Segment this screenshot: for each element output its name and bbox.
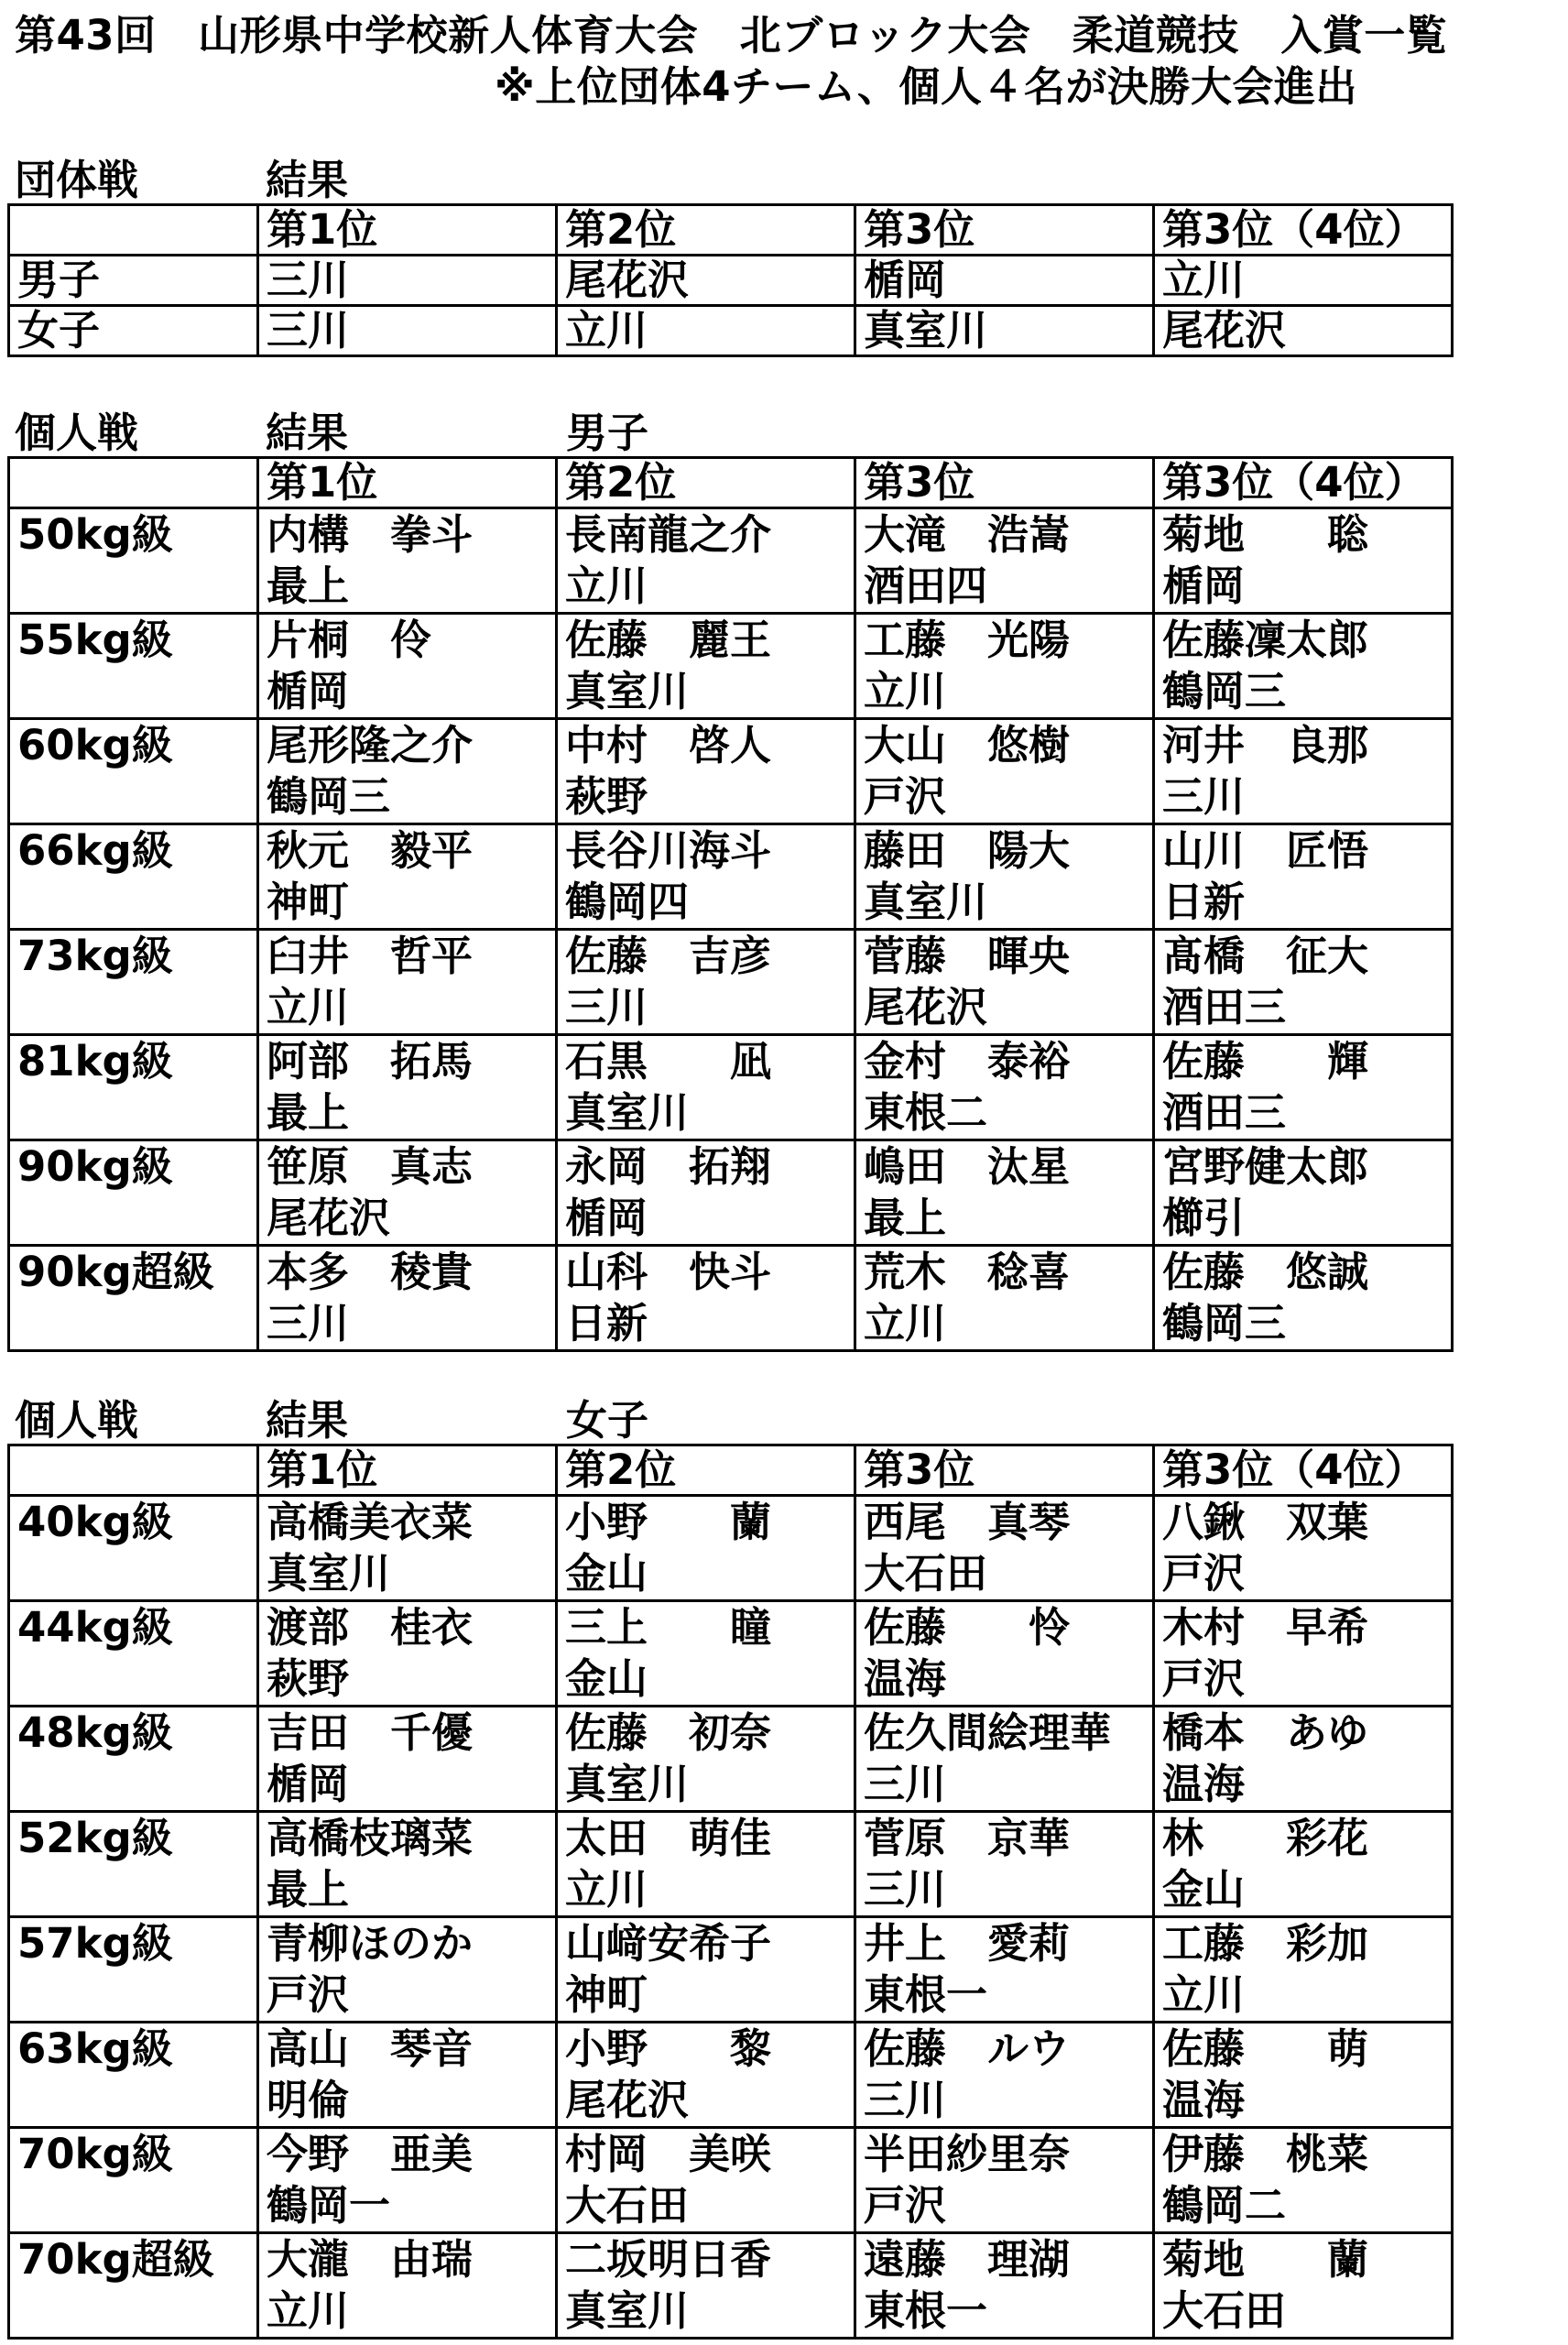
- boys-gender-label: 男子: [566, 409, 649, 457]
- athlete-name: 佐藤 輝: [1162, 1037, 1369, 1085]
- school-name: 萩野: [267, 1654, 350, 1703]
- athlete-name: 片桐 伶: [267, 616, 432, 664]
- table-row: [9, 2023, 1453, 2128]
- school-name: 楯岡: [267, 1760, 350, 1808]
- placement-cell: [258, 2233, 557, 2339]
- school-name: 大石田: [1162, 2286, 1287, 2335]
- placement-cell: [1154, 719, 1453, 824]
- school-name: 温海: [1162, 1760, 1246, 1808]
- team-section-label: 団体戦: [15, 156, 139, 204]
- weight-class-cell: 70kg級: [9, 2128, 258, 2233]
- placement-cell: [258, 1140, 557, 1246]
- weight-class-cell: 73kg級: [9, 930, 258, 1035]
- placement-cell: [258, 1246, 557, 1351]
- school-name: 温海: [864, 1654, 947, 1703]
- team-cell: 立川: [1154, 256, 1453, 306]
- athlete-name: 佐藤 麗王: [565, 616, 772, 664]
- school-name: 櫛引: [1162, 1194, 1246, 1242]
- placement-cell: [855, 1812, 1154, 1917]
- boys-results-table: [7, 456, 1454, 1352]
- school-name: 鶴岡四: [565, 878, 690, 926]
- school-name: 酒田四: [864, 562, 988, 610]
- athlete-name: 長谷川海斗: [565, 826, 772, 875]
- placement-cell: [1154, 1917, 1453, 2023]
- placement-cell: [557, 1246, 855, 1351]
- school-name: 戸沢: [864, 772, 947, 821]
- weight-class-cell: 52kg級: [9, 1812, 258, 1917]
- school-name: 最上: [864, 1194, 947, 1242]
- athlete-name: 吉田 千優: [267, 1708, 474, 1757]
- athlete-name: 髙橋 征大: [1162, 932, 1369, 980]
- placement-cell: [557, 719, 855, 824]
- placement-cell: [855, 824, 1154, 930]
- placement-cell: [855, 1140, 1154, 1246]
- athlete-name: 嶋田 汰星: [864, 1142, 1071, 1191]
- placement-cell: [557, 1707, 855, 1812]
- school-name: 大石田: [864, 1549, 988, 1598]
- school-name: 金山: [1162, 1865, 1246, 1914]
- athlete-name: 阿部 拓馬: [267, 1037, 474, 1085]
- table-row: [9, 1035, 1453, 1140]
- athlete-name: 八鍬 双葉: [1162, 1498, 1369, 1546]
- team-cell: 三川: [258, 256, 557, 306]
- athlete-name: 山科 快斗: [565, 1248, 772, 1296]
- header-rank-3: 第3位: [855, 1445, 1154, 1496]
- athlete-name: 佐藤 初奈: [565, 1708, 772, 1757]
- placement-cell: [258, 719, 557, 824]
- athlete-name: 大山 悠樹: [864, 721, 1071, 769]
- athlete-name: 本多 稜貴: [267, 1248, 474, 1296]
- school-name: 鶴岡二: [1162, 2181, 1287, 2230]
- girls-result-label: 結果: [266, 1396, 349, 1445]
- team-cell: 尾花沢: [1154, 306, 1453, 356]
- placement-cell: [1154, 2233, 1453, 2339]
- athlete-name: 河井 良那: [1162, 721, 1369, 769]
- school-name: 東根一: [864, 1970, 988, 2019]
- placement-cell: [258, 1812, 557, 1917]
- table-row: [9, 824, 1453, 930]
- school-name: 三川: [864, 1865, 947, 1914]
- placement-cell: [1154, 1601, 1453, 1707]
- placement-cell: [557, 824, 855, 930]
- athlete-name: 宮野健太郎: [1162, 1142, 1369, 1191]
- school-name: 神町: [565, 1970, 648, 2019]
- school-name: 立川: [267, 983, 350, 1031]
- school-name: 鶴岡三: [1162, 667, 1287, 715]
- athlete-name: 中村 啓人: [565, 721, 772, 769]
- boys-section-label: 個人戦: [15, 409, 139, 457]
- athlete-name: 小野 黎: [565, 2024, 772, 2073]
- athlete-name: 佐久間絵理華: [864, 1708, 1112, 1757]
- placement-cell: [1154, 2128, 1453, 2233]
- team-cell: 三川: [258, 306, 557, 356]
- school-name: 鶴岡一: [267, 2181, 391, 2230]
- table-row: [9, 1246, 1453, 1351]
- placement-cell: [855, 2233, 1154, 2339]
- school-name: 尾花沢: [565, 2076, 690, 2124]
- placement-cell: [1154, 824, 1453, 930]
- athlete-name: 井上 愛莉: [864, 1919, 1071, 1968]
- athlete-name: 大瀧 由瑞: [267, 2235, 474, 2284]
- athlete-name: 山川 匠悟: [1162, 826, 1369, 875]
- school-name: 酒田三: [1162, 1088, 1287, 1137]
- school-name: 明倫: [267, 2076, 350, 2124]
- placement-cell: [1154, 1246, 1453, 1351]
- athlete-name: 工藤 光陽: [864, 616, 1071, 664]
- weight-class-cell: 66kg級: [9, 824, 258, 930]
- athlete-name: 荒木 稔喜: [864, 1248, 1071, 1296]
- athlete-name: 佐藤 怜: [864, 1603, 1071, 1652]
- girls-header-row: [9, 1445, 1453, 1496]
- table-row: [9, 256, 1453, 306]
- athlete-name: 大滝 浩嵩: [864, 510, 1071, 559]
- athlete-name: 金村 泰裕: [864, 1037, 1071, 1085]
- placement-cell: [855, 1496, 1154, 1601]
- school-name: 神町: [267, 878, 350, 926]
- athlete-name: 伊藤 桃菜: [1162, 2130, 1369, 2178]
- table-row: [9, 930, 1453, 1035]
- placement-cell: [1154, 930, 1453, 1035]
- school-name: 戸沢: [864, 2181, 947, 2230]
- athlete-name: 高橋枝璃菜: [267, 1814, 474, 1862]
- school-name: 戸沢: [267, 1970, 350, 2019]
- boys-header-row: [9, 458, 1453, 508]
- school-name: 酒田三: [1162, 983, 1287, 1031]
- athlete-name: 山﨑安希子: [565, 1919, 772, 1968]
- weight-class-cell: 90kg級: [9, 1140, 258, 1246]
- athlete-name: 工藤 彩加: [1162, 1919, 1369, 1968]
- placement-cell: [855, 1917, 1154, 2023]
- placement-cell: [557, 2233, 855, 2339]
- weight-class-cell: 63kg級: [9, 2023, 258, 2128]
- athlete-name: 村岡 美咲: [565, 2130, 772, 2178]
- athlete-name: 渡部 桂衣: [267, 1603, 474, 1652]
- weight-class-cell: 57kg級: [9, 1917, 258, 2023]
- school-name: 金山: [565, 1654, 648, 1703]
- athlete-name: 今野 亜美: [267, 2130, 474, 2178]
- athlete-name: 佐藤 ルウ: [864, 2024, 1071, 2073]
- placement-cell: [557, 930, 855, 1035]
- placement-cell: [855, 1246, 1154, 1351]
- school-name: 三川: [1162, 772, 1246, 821]
- placement-cell: [258, 930, 557, 1035]
- athlete-name: 橋本 あゆ: [1162, 1708, 1369, 1757]
- girls-gender-label: 女子: [566, 1396, 649, 1445]
- athlete-name: 佐藤凜太郎: [1162, 616, 1369, 664]
- placement-cell: [855, 508, 1154, 614]
- placement-cell: [557, 1812, 855, 1917]
- table-row: [9, 1707, 1453, 1812]
- school-name: 立川: [565, 1865, 648, 1914]
- header-rank-4: 第3位（4位）: [1154, 205, 1453, 256]
- school-name: 楯岡: [565, 1194, 648, 1242]
- table-row: [9, 2128, 1453, 2233]
- placement-cell: [1154, 1496, 1453, 1601]
- placement-cell: [855, 930, 1154, 1035]
- school-name: 三川: [864, 2076, 947, 2124]
- category-cell: 女子: [9, 306, 258, 356]
- athlete-name: 笹原 真志: [267, 1142, 474, 1191]
- girls-results-table: [7, 1444, 1454, 2340]
- placement-cell: [1154, 2023, 1453, 2128]
- school-name: 戸沢: [1162, 1654, 1246, 1703]
- athlete-name: 林 彩花: [1162, 1814, 1369, 1862]
- school-name: 最上: [267, 562, 350, 610]
- athlete-name: 太田 萌佳: [565, 1814, 772, 1862]
- placement-cell: [258, 508, 557, 614]
- team-cell: 尾花沢: [557, 256, 855, 306]
- placement-cell: [557, 1601, 855, 1707]
- team-cell: 立川: [557, 306, 855, 356]
- table-row: [9, 2233, 1453, 2339]
- placement-cell: [258, 1917, 557, 2023]
- header-rank-1: 第1位: [258, 1445, 557, 1496]
- school-name: 三川: [565, 983, 648, 1031]
- header-rank-4: 第3位（4位）: [1154, 1445, 1453, 1496]
- placement-cell: [557, 1035, 855, 1140]
- corner-cell: [9, 1445, 258, 1496]
- athlete-name: 菅藤 暉央: [864, 932, 1071, 980]
- athlete-name: 木村 早希: [1162, 1603, 1369, 1652]
- athlete-name: 佐藤 悠誠: [1162, 1248, 1369, 1296]
- school-name: 鶴岡三: [1162, 1299, 1287, 1347]
- placement-cell: [557, 1140, 855, 1246]
- athlete-name: 佐藤 吉彦: [565, 932, 772, 980]
- header-rank-3: 第3位: [855, 458, 1154, 508]
- placement-cell: [557, 1917, 855, 2023]
- school-name: 真室川: [565, 1760, 690, 1808]
- placement-cell: [855, 719, 1154, 824]
- weight-class-cell: 70kg超級: [9, 2233, 258, 2339]
- weight-class-cell: 81kg級: [9, 1035, 258, 1140]
- school-name: 真室川: [565, 667, 690, 715]
- athlete-name: 青柳ほのか: [267, 1919, 474, 1968]
- school-name: 三川: [864, 1760, 947, 1808]
- athlete-name: 藤田 陽大: [864, 826, 1071, 875]
- school-name: 東根二: [864, 1088, 988, 1137]
- placement-cell: [1154, 614, 1453, 719]
- table-row: [9, 1140, 1453, 1246]
- school-name: 戸沢: [1162, 1549, 1246, 1598]
- header-rank-3: 第3位: [855, 205, 1154, 256]
- placement-cell: [1154, 1035, 1453, 1140]
- placement-cell: [258, 824, 557, 930]
- school-name: 鶴岡三: [267, 772, 391, 821]
- placement-cell: [1154, 1140, 1453, 1246]
- table-row: [9, 508, 1453, 614]
- athlete-name: 臼井 哲平: [267, 932, 474, 980]
- team-cell: 楯岡: [855, 256, 1154, 306]
- school-name: 温海: [1162, 2076, 1246, 2124]
- athlete-name: 遠藤 理湖: [864, 2235, 1071, 2284]
- placement-cell: [258, 2128, 557, 2233]
- weight-class-cell: 48kg級: [9, 1707, 258, 1812]
- athlete-name: 永岡 拓翔: [565, 1142, 772, 1191]
- school-name: 日新: [565, 1299, 648, 1347]
- header-rank-2: 第2位: [557, 205, 855, 256]
- table-row: [9, 1812, 1453, 1917]
- header-rank-4: 第3位（4位）: [1154, 458, 1453, 508]
- placement-cell: [258, 614, 557, 719]
- team-results-table: [7, 203, 1454, 357]
- weight-class-cell: 40kg級: [9, 1496, 258, 1601]
- athlete-name: 佐藤 萌: [1162, 2024, 1369, 2073]
- team-result-label: 結果: [266, 156, 349, 204]
- weight-class-cell: 90kg超級: [9, 1246, 258, 1351]
- placement-cell: [855, 1035, 1154, 1140]
- table-row: [9, 1496, 1453, 1601]
- athlete-name: 秋元 毅平: [267, 826, 474, 875]
- page-title: 第43回 山形県中学校新人体育大会 北ブロック大会 柔道競技 入賞一覧: [15, 11, 1448, 60]
- school-name: 東根一: [864, 2286, 988, 2335]
- school-name: 大石田: [565, 2181, 690, 2230]
- weight-class-cell: 55kg級: [9, 614, 258, 719]
- weight-class-cell: 44kg級: [9, 1601, 258, 1707]
- placement-cell: [258, 1707, 557, 1812]
- athlete-name: 三上 瞳: [565, 1603, 772, 1652]
- athlete-name: 菅原 京華: [864, 1814, 1071, 1862]
- placement-cell: [1154, 1812, 1453, 1917]
- boys-result-label: 結果: [266, 409, 349, 457]
- athlete-name: 小野 蘭: [565, 1498, 772, 1546]
- school-name: 立川: [864, 667, 947, 715]
- athlete-name: 菊地 蘭: [1162, 2235, 1369, 2284]
- school-name: 最上: [267, 1865, 350, 1914]
- header-rank-2: 第2位: [557, 1445, 855, 1496]
- header-rank-1: 第1位: [258, 458, 557, 508]
- school-name: 尾花沢: [267, 1194, 391, 1242]
- corner-cell: [9, 205, 258, 256]
- placement-cell: [855, 1707, 1154, 1812]
- placement-cell: [557, 614, 855, 719]
- table-row: [9, 306, 1453, 356]
- placement-cell: [258, 2023, 557, 2128]
- athlete-name: 尾形隆之介: [267, 721, 474, 769]
- athlete-name: 西尾 真琴: [864, 1498, 1071, 1546]
- team-header-row: [9, 205, 1453, 256]
- school-name: 最上: [267, 1088, 350, 1137]
- page-subtitle: ※上位団体4チーム、個人４名が決勝大会進出: [495, 62, 1357, 111]
- table-row: [9, 719, 1453, 824]
- athlete-name: 高山 琴音: [267, 2024, 474, 2073]
- school-name: 萩野: [565, 772, 648, 821]
- school-name: 日新: [1162, 878, 1246, 926]
- placement-cell: [557, 2128, 855, 2233]
- weight-class-cell: 60kg級: [9, 719, 258, 824]
- table-row: [9, 1917, 1453, 2023]
- placement-cell: [855, 2128, 1154, 2233]
- school-name: 金山: [565, 1549, 648, 1598]
- girls-section-label: 個人戦: [15, 1396, 139, 1445]
- school-name: 立川: [1162, 1970, 1246, 2019]
- school-name: 立川: [267, 2286, 350, 2335]
- placement-cell: [1154, 508, 1453, 614]
- placement-cell: [258, 1601, 557, 1707]
- athlete-name: 高橋美衣菜: [267, 1498, 474, 1546]
- placement-cell: [855, 614, 1154, 719]
- athlete-name: 内構 拳斗: [267, 510, 474, 559]
- school-name: 楯岡: [267, 667, 350, 715]
- athlete-name: 菊地 聡: [1162, 510, 1369, 559]
- corner-cell: [9, 458, 258, 508]
- placement-cell: [557, 1496, 855, 1601]
- placement-cell: [1154, 1707, 1453, 1812]
- school-name: 真室川: [864, 878, 988, 926]
- placement-cell: [557, 2023, 855, 2128]
- team-cell: 真室川: [855, 306, 1154, 356]
- header-rank-1: 第1位: [258, 205, 557, 256]
- school-name: 真室川: [565, 1088, 690, 1137]
- weight-class-cell: 50kg級: [9, 508, 258, 614]
- school-name: 三川: [267, 1299, 350, 1347]
- placement-cell: [557, 508, 855, 614]
- category-cell: 男子: [9, 256, 258, 306]
- placement-cell: [258, 1035, 557, 1140]
- athlete-name: 長南龍之介: [565, 510, 772, 559]
- athlete-name: 半田紗里奈: [864, 2130, 1071, 2178]
- table-row: [9, 614, 1453, 719]
- school-name: 尾花沢: [864, 983, 988, 1031]
- school-name: 真室川: [267, 1549, 391, 1598]
- school-name: 立川: [565, 562, 648, 610]
- placement-cell: [258, 1496, 557, 1601]
- placement-cell: [855, 1601, 1154, 1707]
- athlete-name: 二坂明日香: [565, 2235, 772, 2284]
- header-rank-2: 第2位: [557, 458, 855, 508]
- school-name: 真室川: [565, 2286, 690, 2335]
- table-row: [9, 1601, 1453, 1707]
- school-name: 立川: [864, 1299, 947, 1347]
- placement-cell: [855, 2023, 1154, 2128]
- athlete-name: 石黒 凪: [565, 1037, 772, 1085]
- school-name: 楯岡: [1162, 562, 1246, 610]
